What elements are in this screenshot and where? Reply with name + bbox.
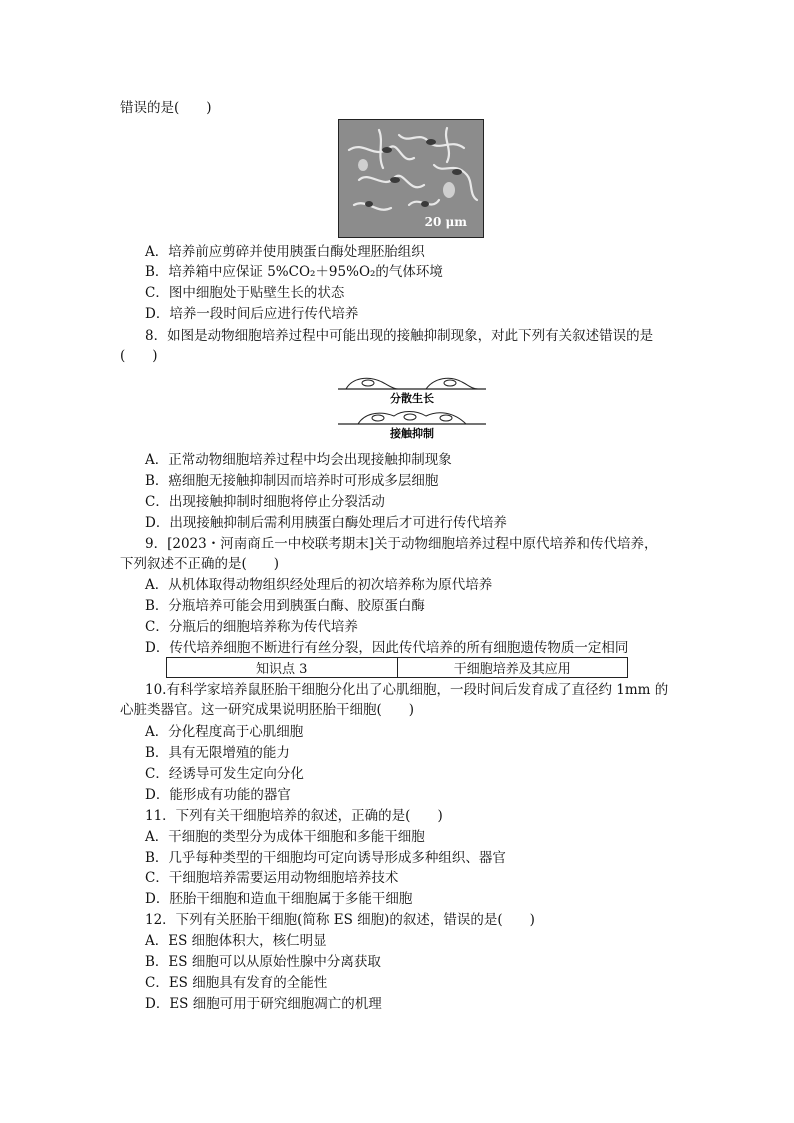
q10-option-a: A．分化程度高于心肌细胞 (145, 724, 304, 740)
q8-option-d: D．出现接触抑制后需利用胰蛋白酶处理后才可进行传代培养 (145, 515, 507, 531)
q8-option-c: C．出现接触抑制时细胞将停止分裂活动 (145, 494, 385, 510)
q10-option-d: D．能形成有功能的器官 (145, 787, 291, 803)
knowledge-point-table (166, 657, 628, 678)
q12-stem: 12．下列有关胚胎干细胞(简称 ES 细胞)的叙述，错误的是( ) (145, 912, 535, 928)
q11-option-d: D．胚胎干细胞和造血干细胞属于多能干细胞 (145, 891, 413, 907)
q9-option-a: A．从机体取得动物组织经处理后的初次培养称为原代培养 (145, 577, 493, 593)
knowledge-point-label: 知识点 3 (167, 658, 398, 678)
q9-stem-cont: 下列叙述不正确的是( ) (120, 556, 280, 572)
q10-option-b: B．具有无限增殖的能力 (145, 745, 290, 761)
contact-inhibition-diagram (338, 370, 486, 440)
q9-stem: 9．[2023・河南商丘一中校联考期末]关于动物细胞培养过程中原代培养和传代培养， (145, 536, 658, 552)
q8-stem-cont: ( ) (120, 348, 158, 364)
caption-scatter-growth: 分散生长 (390, 392, 434, 405)
q11-option-b: B．几乎每种类型的干细胞均可定向诱导形成多种组织、器官 (145, 850, 506, 866)
contact-inhibition-figure (338, 370, 486, 440)
q12-option-b: B．ES 细胞可以从原始性腺中分离获取 (145, 954, 381, 970)
q7-stem-tail: 错误的是( ) (120, 100, 212, 116)
q11-stem: 11．下列有关干细胞培养的叙述，正确的是( ) (145, 808, 443, 824)
cell-micrograph (338, 119, 484, 238)
q7-option-c: C．图中细胞处于贴壁生长的状态 (145, 285, 345, 301)
q10-stem-cont: 心脏类器官。这一研究成果说明胚胎干细胞( ) (120, 702, 415, 718)
q9-option-b: B．分瓶培养可能会用到胰蛋白酶、胶原蛋白酶 (145, 598, 425, 614)
q12-option-d: D．ES 细胞可用于研究细胞凋亡的机理 (145, 996, 382, 1012)
q11-option-a: A．干细胞的类型分为成体干细胞和多能干细胞 (145, 829, 425, 845)
q10-stem: 10.有科学家培养鼠胚胎干细胞分化出了心肌细胞，一段时间后发育成了直径约 1mm 的 (145, 682, 669, 698)
q8-option-a: A．正常动物细胞培养过程中均会出现接触抑制现象 (145, 452, 452, 468)
q7-option-b: B．培养箱中应保证 5%CO₂＋95%O₂的气体环境 (145, 264, 443, 280)
q11-option-c: C．干细胞培养需要运用动物细胞培养技术 (145, 870, 399, 886)
q10-option-c: C．经诱导可发生定向分化 (145, 766, 304, 782)
q9-option-c: C．分瓶后的细胞培养称为传代培养 (145, 619, 358, 635)
q12-option-c: C．ES 细胞具有发育的全能性 (145, 975, 328, 991)
q7-option-d: D．培养一段时间后应进行传代培养 (145, 306, 359, 322)
knowledge-point-title: 干细胞培养及其应用 (397, 658, 628, 678)
q7-option-a: A．培养前应剪碎并使用胰蛋白酶处理胚胎组织 (145, 244, 425, 260)
q8-stem: 8．如图是动物细胞培养过程中可能出现的接触抑制现象，对此下列有关叙述错误的是 (145, 328, 654, 344)
caption-contact-inhibition: 接触抑制 (390, 427, 434, 440)
scale-label: 20 μm (424, 215, 467, 229)
q8-option-b: B．癌细胞无接触抑制因而培养时可形成多层细胞 (145, 473, 439, 489)
q9-option-d: D．传代培养细胞不断进行有丝分裂，因此传代培养的所有细胞遗传物质一定相同 (145, 640, 629, 656)
q12-option-a: A．ES 细胞体积大，核仁明显 (145, 933, 327, 949)
